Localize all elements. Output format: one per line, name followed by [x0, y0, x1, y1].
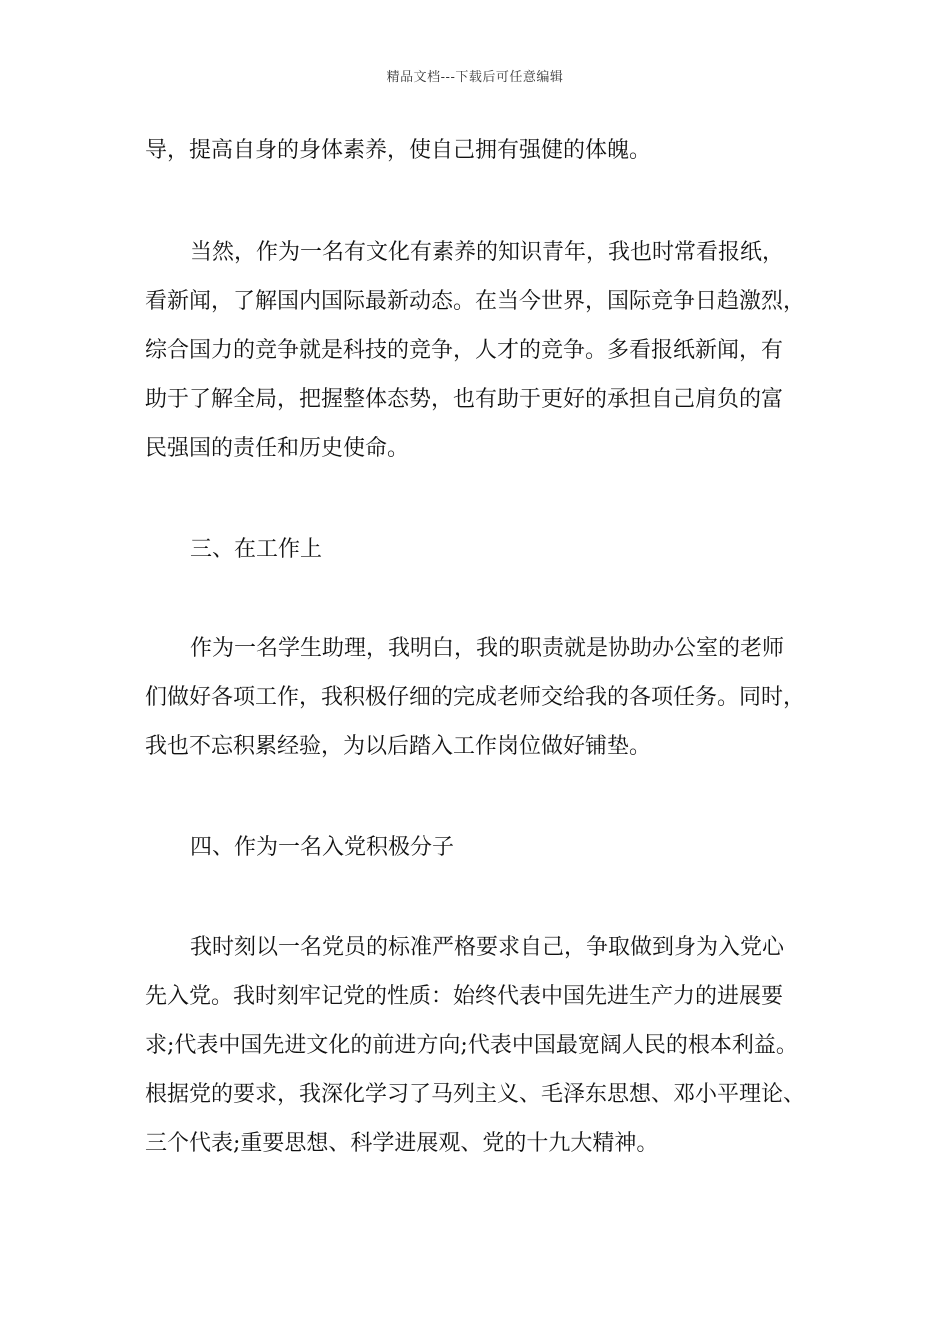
text-line: 当然，作为一名有文化有素养的知识青年，我也时常看报纸， [190, 240, 785, 265]
text-line: 们做好各项工作，我积极仔细的完成老师交给我的各项任务。同时， [145, 685, 806, 710]
section-heading: 四、作为一名入党积极分子 [190, 835, 455, 860]
text-line: 先入党。我时刻牢记党的性质：始终代表中国先进生产力的进展要 [145, 984, 784, 1009]
page-header: 精品文档---下载后可任意编辑 [386, 70, 564, 85]
text-line: 民强国的责任和历史使命。 [145, 436, 410, 461]
text-line: 作为一名学生助理，我明白，我的职责就是协助办公室的老师 [190, 636, 785, 661]
section-heading: 三、在工作上 [190, 537, 323, 562]
text-line: 我时刻以一名党员的标准严格要求自己，争取做到身为入党心 [190, 935, 785, 960]
text-line: 看新闻，了解国内国际最新动态。在当今世界，国际竞争日趋激烈， [145, 289, 806, 314]
text-line: 导，提高自身的身体素养，使自己拥有强健的体魄。 [145, 138, 652, 163]
text-line: 求;代表中国先进文化的前进方向;代表中国最宽阔人民的根本利益。 [145, 1033, 798, 1058]
text-line: 综合国力的竞争就是科技的竞争，人才的竞争。多看报纸新闻，有 [145, 338, 784, 363]
text-line: 根据党的要求，我深化学习了马列主义、毛泽东思想、邓小平理论、 [145, 1082, 806, 1107]
text-line: 三个代表;重要思想、科学进展观、党的十九大精神。 [145, 1131, 659, 1156]
text-line: 我也不忘积累经验，为以后踏入工作岗位做好铺垫。 [145, 734, 652, 759]
text-line: 助于了解全局，把握整体态势，也有助于更好的承担自己肩负的富 [145, 387, 784, 412]
